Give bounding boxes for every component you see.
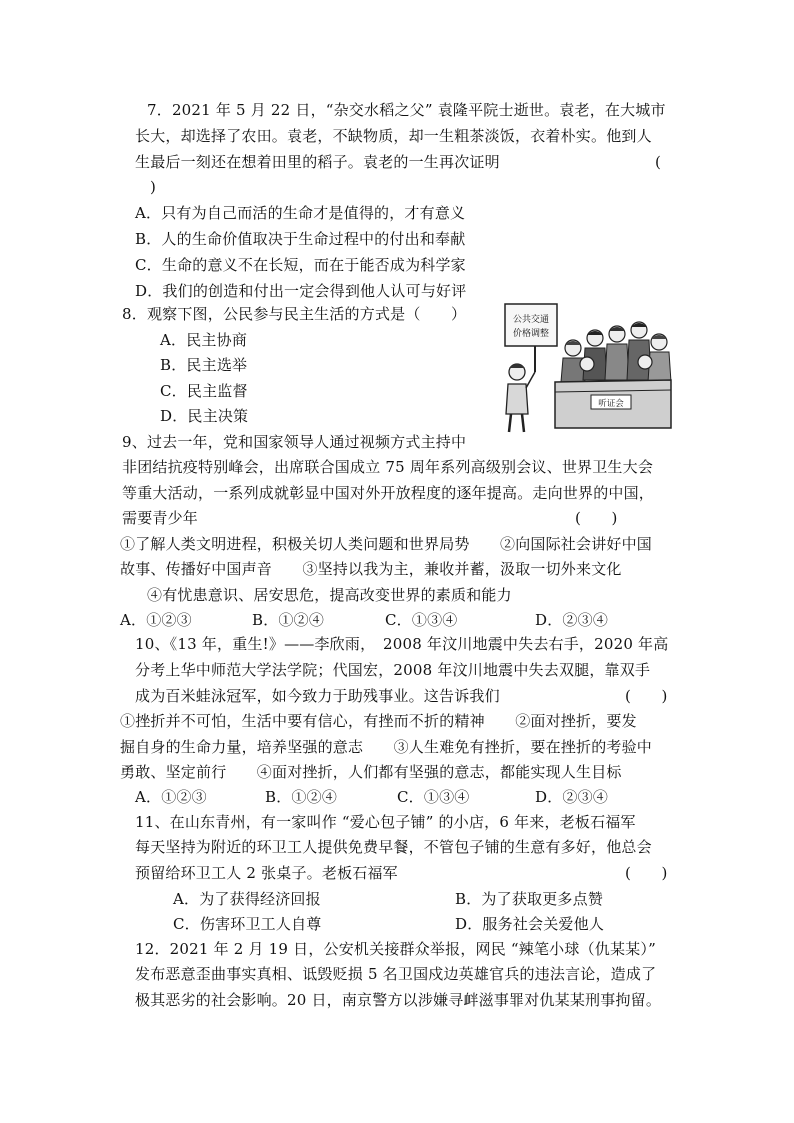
q11-line-2: 每天坚持为附近的环卫工人提供免费早餐，不管包子铺的生意有多好，他总会 — [135, 838, 652, 856]
q9-choice-a: A．①②③ — [120, 611, 192, 629]
q11-option-d: D．服务社会关爱他人 — [455, 915, 605, 933]
q9-choice-d: D．②③④ — [535, 611, 609, 629]
q9-line-1: 9、过去一年，党和国家领导人通过视频方式主持中 — [122, 433, 467, 451]
q10-line-1: 10、《13 年，重生!》——李欣雨， 2008 年汶川地震中失去右手，2020 年高 — [135, 635, 669, 653]
q10-answer-paren: ( ) — [625, 687, 668, 705]
q9-line-2: 非团结抗疫特别峰会，出席联合国成立 75 周年系列高级别会议、世界卫生大会 — [122, 458, 654, 476]
q11-line-3: 预留给环卫工人 2 张桌子。老板石福军 — [135, 864, 398, 882]
q9-line-3: 等重大活动，一系列成就彰显中国对外开放程度的逐年提高。走向世界的中国， — [122, 484, 655, 502]
q10-line-2: 分考上华中师范大学法学院；代国宏，2008 年汶川地震中失去双腿，靠双手 — [135, 661, 651, 679]
q9-statement-1: ①了解人类文明进程，积极关切人类问题和世界局势 ②向国际社会讲好中国 — [120, 535, 653, 553]
q10-choice-b: B．①②④ — [265, 788, 338, 806]
q12-line-3: 极其恶劣的社会影响。20 日，南京警方以涉嫌寻衅滋事罪对仇某某刑事拘留。 — [135, 991, 662, 1009]
q12-line-1: 12．2021 年 2 月 19 日，公安机关接群众举报，网民 “辣笔小球（仇某某）” — [135, 940, 656, 958]
q7-line-3: 生最后一刻还在想着田里的稻子。袁老的一生再次证明 — [135, 153, 500, 171]
q7-line-1: 7．2021 年 5 月 22 日，“杂交水稻之父” 袁隆平院士逝世。袁老，在大城市 — [147, 101, 666, 119]
q10-line-3: 成为百米蛙泳冠军，如今致力于助残事业。这告诉我们 — [135, 687, 500, 705]
q11-answer-paren: ( ) — [625, 864, 668, 882]
q7-option-a: A．只有为自己而活的生命才是值得的，才有意义 — [135, 204, 466, 222]
q11-option-b: B．为了获取更多点赞 — [455, 890, 604, 908]
q10-statement-2: 掘自身的生命力量，培养坚强的意志 ③人生难免有挫折，要在挫折的考验中 — [120, 738, 653, 756]
q7-paren-close: ) — [150, 178, 157, 196]
q7-option-b: B．人的生命价值取决于生命过程中的付出和奉献 — [135, 230, 466, 248]
q11-line-1: 11、在山东青州，有一家叫作 “爱心包子铺” 的小店，6 年来，老板石福军 — [135, 813, 636, 831]
q10-choice-c: C．①③④ — [397, 788, 470, 806]
q9-answer-paren: ( ) — [575, 509, 618, 527]
q8-option-b: B．民主选举 — [160, 356, 248, 374]
q9-choice-c: C．①③④ — [385, 611, 458, 629]
q7-line-2: 长大，却选择了农田。袁老，不缺物质，却一生粗茶淡饭，衣着朴实。他到人 — [135, 127, 652, 145]
q12-line-2: 发布恶意歪曲事实真相、诋毁贬损 5 名卫国戍边英雄官兵的违法言论，造成了 — [135, 965, 657, 983]
q8-option-c: C．民主监督 — [160, 382, 248, 400]
podium-label: 听证会 — [598, 399, 624, 409]
hearing-illustration — [495, 300, 673, 435]
q9-choice-b: B．①②④ — [252, 611, 325, 629]
q9-line-4: 需要青少年 — [122, 509, 199, 527]
panel-members — [561, 322, 671, 382]
q8-option-a: A．民主协商 — [160, 331, 248, 349]
q11-option-a: A．为了获得经济回报 — [173, 890, 321, 908]
q10-choice-a: A．①②③ — [135, 788, 207, 806]
q11-option-c: C．伤害环卫工人自尊 — [173, 915, 322, 933]
q7-option-c: C．生命的意义不在长短，而在于能否成为科学家 — [135, 256, 466, 274]
q7-paren-open: ( — [655, 153, 662, 171]
q9-statement-3: ④有忧患意识、居安思危，提高改变世界的素质和能力 — [147, 586, 512, 604]
q7-option-d: D．我们的创造和付出一定会得到他人认可与好评 — [135, 282, 467, 300]
sign-text-1: 公共交通 — [512, 315, 550, 325]
sign-text-2: 价格调整 — [512, 329, 550, 339]
q9-statement-2: 故事、传播好中国声音 ③坚持以我为主，兼收并蓄，汲取一切外来文化 — [120, 560, 622, 578]
q8-option-d: D．民主决策 — [160, 407, 249, 425]
q10-statement-3: 勇敢、坚定前行 ④面对挫折，人们都有坚强的意志，都能实现人生目标 — [120, 763, 622, 781]
q10-choice-d: D．②③④ — [535, 788, 609, 806]
citizen-figure — [506, 364, 535, 432]
q10-statement-1: ①挫折并不可怕，生活中要有信心，有挫而不折的精神 ②面对挫折，要发 — [120, 712, 637, 730]
q8-stem: 8．观察下图，公民参与民主生活的方式是（ ） — [122, 305, 467, 323]
sign-board — [505, 304, 557, 346]
